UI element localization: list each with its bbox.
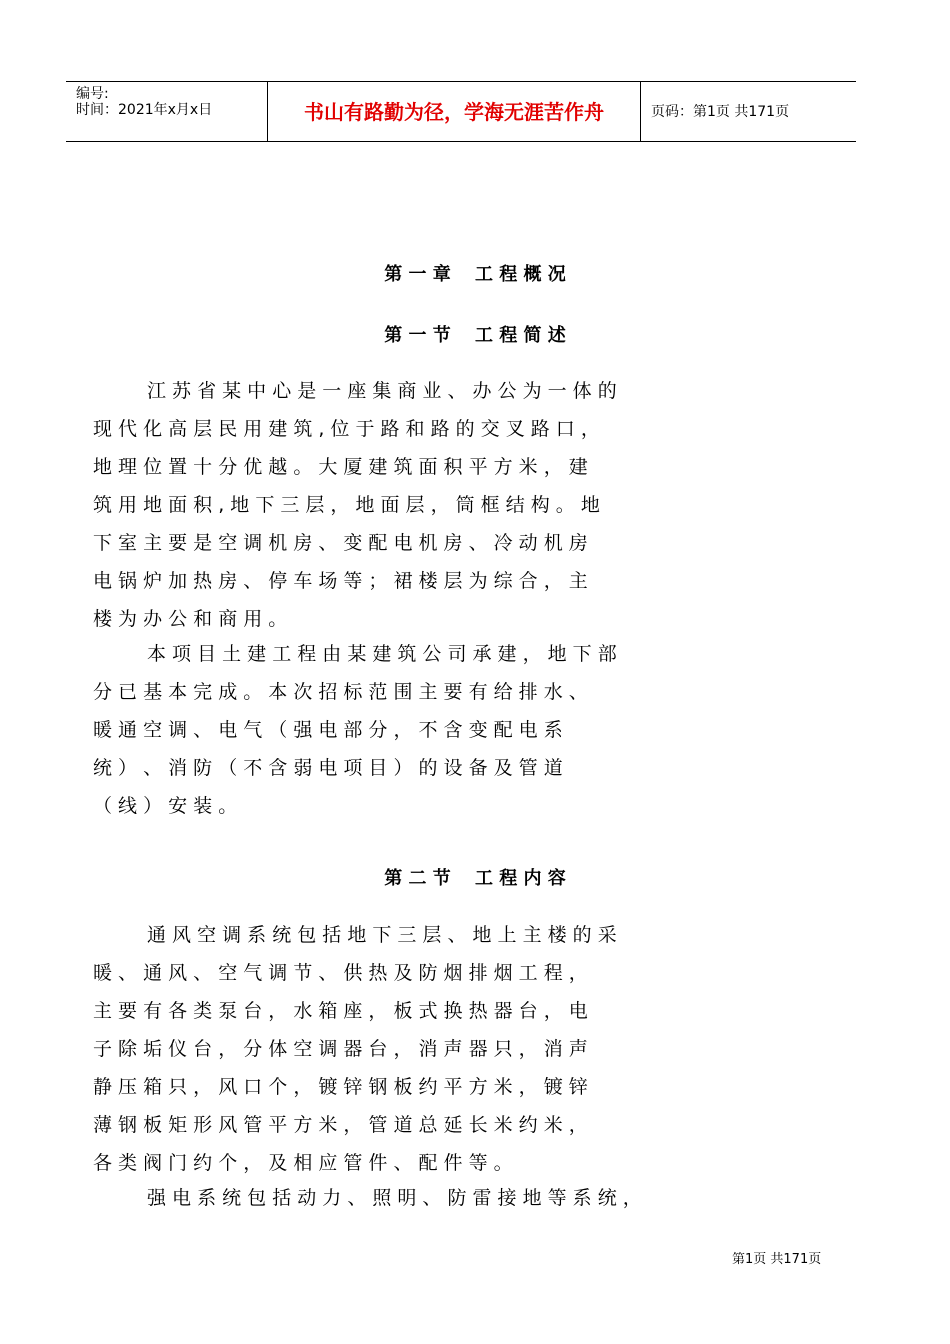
text-line: 电 锅 炉 加 热 房 、 停 车 场 等 ； 裙 楼 层 为 综 合 ， 主 <box>93 570 588 592</box>
text-line: 筑 用 地 面 积 , 地 下 三 层 ， 地 面 层 ， 筒 框 结 构 。 地 <box>93 494 600 516</box>
text-line: 统 ） 、 消 防 （ 不 含 弱 电 项 目 ） 的 设 备 及 管 道 <box>93 757 563 779</box>
section1-paragraph-2 <box>93 635 815 825</box>
text-line: 分 已 基 本 完 成 。 本 次 招 标 范 围 主 要 有 给 排 水 、 <box>93 681 588 703</box>
text-line: 暖 、 通 风 、 空 气 调 节 、 供 热 及 防 烟 排 烟 工 程 ， <box>93 962 588 984</box>
text-line: 暖 通 空 调 、 电 气 （ 强 电 部 分 ， 不 含 变 配 电 系 <box>93 719 563 741</box>
text-line: 强 电 系 统 包 括 动 力 、 照 明 、 防 雷 接 地 等 系 统 ， <box>147 1187 642 1209</box>
text-line: 通 风 空 调 系 统 包 括 地 下 三 层 、 地 上 主 楼 的 采 <box>147 924 617 946</box>
header-time-label: 时间：2021年x月x日 <box>76 102 213 118</box>
text-line: 地 理 位 置 十 分 优 越 。 大 厦 建 筑 面 积 平 方 米 ， 建 <box>93 456 588 478</box>
section1-title: 第 一 节 工 程 简 述 <box>384 325 566 346</box>
text-line: 主 要 有 各 类 泵 台 ， 水 箱 座 ， 板 式 换 热 器 台 ， 电 <box>93 1000 588 1022</box>
page-footer: 第1页 共171页 <box>732 1252 822 1267</box>
text-line: 本 项 目 土 建 工 程 由 某 建 筑 公 司 承 建 ， 地 下 部 <box>147 643 617 665</box>
text-line: （ 线 ） 安 装 。 <box>93 795 238 817</box>
page-header <box>66 81 856 142</box>
chapter-title: 第 一 章 工 程 概 况 <box>384 264 566 285</box>
text-line: 薄 钢 板 矩 形 风 管 平 方 米 ， 管 道 总 延 长 米 约 米 ， <box>93 1114 588 1136</box>
header-motto: 书山有路勤为径，学海无涯苦作舟 <box>268 82 641 142</box>
text-line: 下 室 主 要 是 空 调 机 房 、 变 配 电 机 房 、 冷 动 机 房 <box>93 532 588 554</box>
text-line: 现 代 化 高 层 民 用 建 筑 , 位 于 路 和 路 的 交 叉 路 口 ， <box>93 418 600 440</box>
text-line: 静 压 箱 只 ， 风 口 个 ， 镀 锌 钢 板 约 平 方 米 ， 镀 锌 <box>93 1076 588 1098</box>
text-line: 楼 为 办 公 和 商 用 。 <box>93 608 288 630</box>
section2-paragraph-1 <box>93 916 815 1182</box>
section2-title: 第 二 节 工 程 内 容 <box>384 868 566 889</box>
header-page-label: 页码：第1页 共171页 <box>651 104 790 120</box>
section2-paragraph-2 <box>93 1179 815 1217</box>
section1-paragraph-1 <box>93 372 815 638</box>
text-line: 子 除 垢 仪 台 ， 分 体 空 调 器 台 ， 消 声 器 只 ， 消 声 <box>93 1038 588 1060</box>
text-line: 各 类 阀 门 约 个 ， 及 相 应 管 件 、 配 件 等 。 <box>93 1152 513 1174</box>
header-code-label: 编号: <box>76 86 109 102</box>
header-meta-cell <box>66 82 268 142</box>
text-line: 江 苏 省 某 中 心 是 一 座 集 商 业 、 办 公 为 一 体 的 <box>147 380 617 402</box>
